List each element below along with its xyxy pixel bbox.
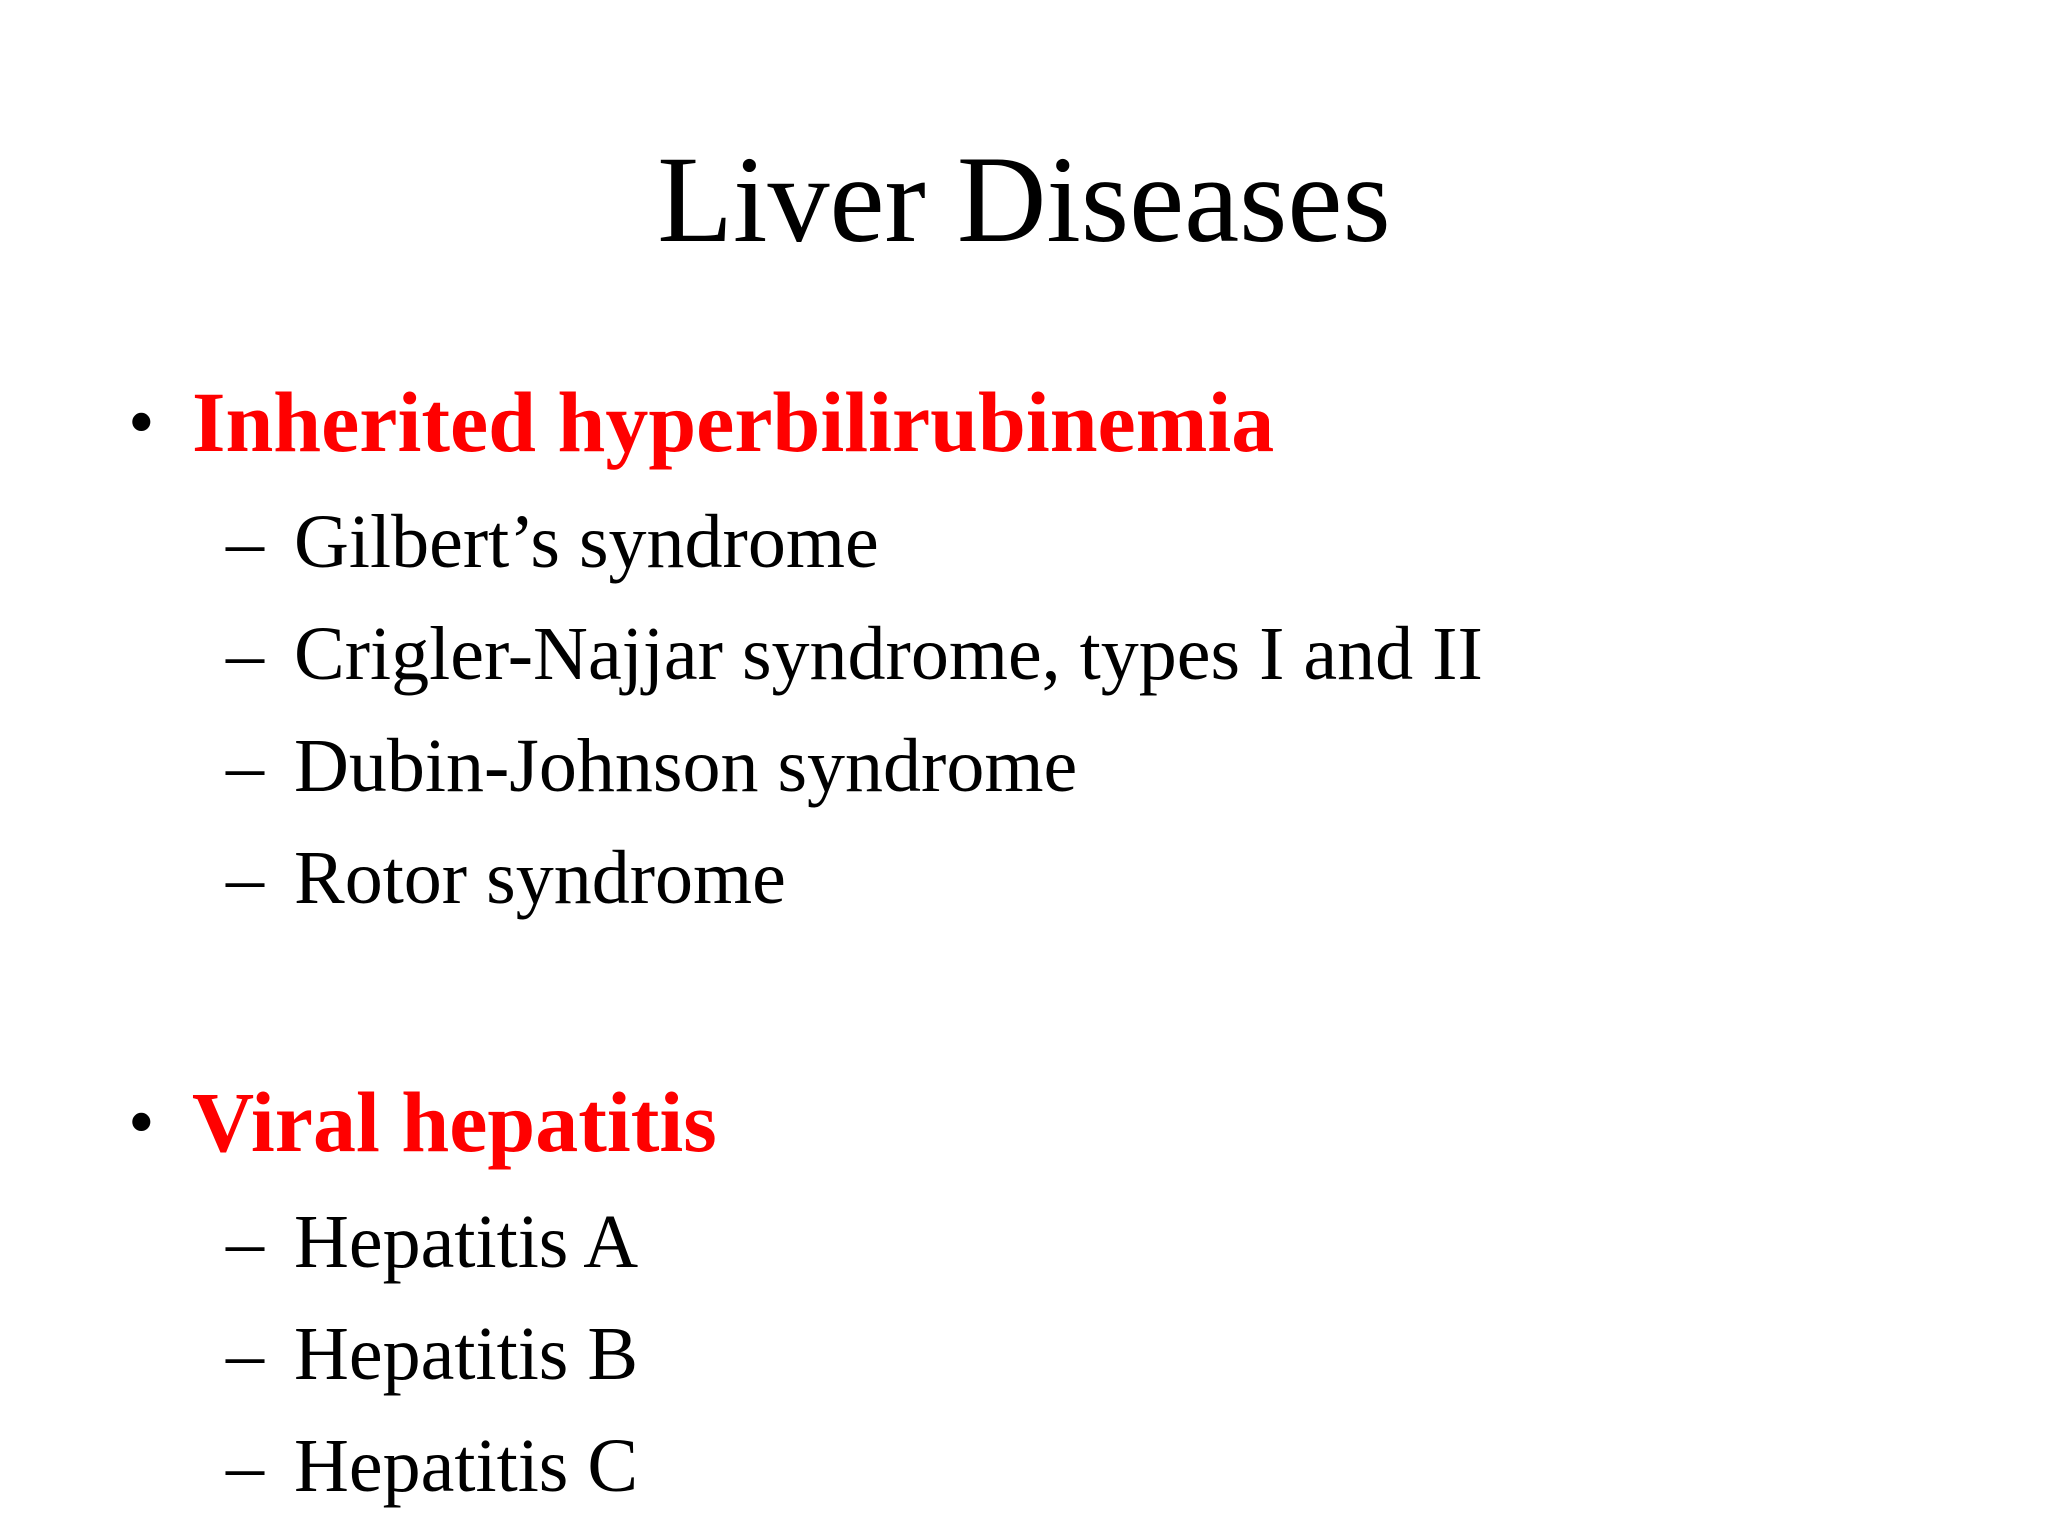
list-item — [226, 716, 1077, 816]
dash-icon: – — [226, 1200, 264, 1284]
bullet-icon: • — [128, 380, 155, 464]
list-item — [226, 492, 879, 592]
list-item-label: Dubin-Johnson syndrome — [294, 724, 1078, 808]
list-item — [226, 604, 1483, 704]
list-item — [226, 1304, 638, 1404]
section-heading-label: Viral hepatitis — [192, 1074, 717, 1170]
list-item-label: Hepatitis A — [294, 1200, 639, 1284]
dash-icon: – — [226, 612, 264, 696]
dash-icon: – — [226, 1424, 264, 1508]
dash-icon: – — [226, 1312, 264, 1396]
list-item — [226, 828, 786, 928]
section-heading-label: Inherited hyperbilirubinemia — [192, 374, 1275, 470]
bullet-icon: • — [128, 1080, 155, 1164]
dash-icon: – — [226, 836, 264, 920]
dash-icon: – — [226, 724, 264, 808]
list-item-label: Rotor syndrome — [294, 836, 786, 920]
list-item-label: Gilbert’s syndrome — [294, 500, 879, 584]
list-item-label: Hepatitis C — [294, 1424, 639, 1508]
slide-title: Liver Diseases — [657, 131, 1391, 268]
list-item — [226, 1192, 638, 1292]
dash-icon: – — [226, 500, 264, 584]
section-heading-inherited-hyperbilirubinemia — [128, 372, 1274, 472]
list-item-label: Crigler-Najjar syndrome, types I and II — [294, 612, 1483, 696]
section-heading-viral-hepatitis — [128, 1072, 717, 1172]
list-item-label: Hepatitis B — [294, 1312, 639, 1396]
list-item — [226, 1416, 638, 1516]
